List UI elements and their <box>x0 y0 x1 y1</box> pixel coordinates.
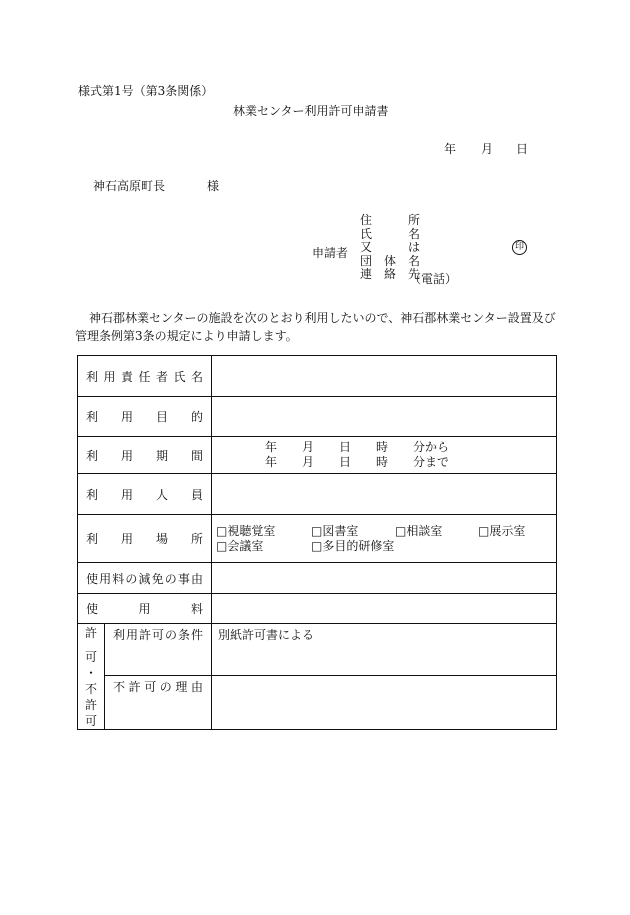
form-number: 様式第1号（第3条関係） <box>78 84 214 98</box>
organization-label: 団体名 <box>360 253 420 268</box>
or-label: 又 は <box>360 240 420 255</box>
place-label: 利用場所 <box>78 515 212 563</box>
document-title: 林業センター利用許可申請書 <box>233 104 389 118</box>
intro-paragraph <box>75 309 565 345</box>
table-row <box>78 474 557 515</box>
room-exhibition-checkbox[interactable]: □展示室 <box>478 523 526 538</box>
application-table <box>77 355 557 730</box>
date-year-label: 年 <box>444 142 457 156</box>
period-from: 年 月 日 時 分から <box>265 440 450 454</box>
address-label: 住 所 <box>360 213 420 227</box>
phone-label: （電話） <box>409 272 458 286</box>
addressee-suffix: 様 <box>207 179 220 193</box>
date-day-label: 日 <box>516 142 529 156</box>
room-meeting-checkbox[interactable]: □会議室 <box>216 538 264 553</box>
room-av-checkbox[interactable]: □視聴覚室 <box>216 523 276 538</box>
table-row <box>78 594 557 624</box>
room-multipurpose-checkbox[interactable]: □多目的研修室 <box>311 538 395 553</box>
users-field[interactable] <box>212 474 557 515</box>
date-month-label: 月 <box>481 142 494 156</box>
name-label: 氏 名 <box>360 226 420 241</box>
table-row <box>78 563 557 594</box>
period-to: 年 月 日 時 分まで <box>265 455 450 469</box>
table-row <box>78 676 557 730</box>
fee-field[interactable] <box>212 594 557 624</box>
responsible-person-label: 利用責任者氏名 <box>78 356 212 397</box>
seal-icon: 印 <box>512 240 527 255</box>
period-field[interactable] <box>212 437 557 474</box>
table-row <box>78 356 557 397</box>
permission-conditions-field: 別紙許可書による <box>212 624 557 676</box>
applicant-label: 申請者 <box>312 246 349 260</box>
intro-line-2: 管理条例第3条の規定により申請します。 <box>75 329 298 343</box>
non-permission-reason-label: 不許可の理由 <box>105 676 212 730</box>
addressee-name: 神石高原町長 <box>93 179 166 193</box>
table-row <box>78 624 557 676</box>
purpose-label: 利用目的 <box>78 397 212 437</box>
responsible-person-field[interactable] <box>212 356 557 397</box>
room-library-checkbox[interactable]: □図書室 <box>311 523 359 538</box>
intro-line-1: 神石郡林業センターの施設を次のとおり利用したいので、神石郡林業センター設置及び <box>89 311 556 325</box>
permission-conditions-label: 利用許可の条件 <box>105 624 212 676</box>
users-label: 利用人員 <box>78 474 212 515</box>
fee-exemption-label: 使用料の減免の事由 <box>78 563 212 594</box>
room-consultation-checkbox[interactable]: □相談室 <box>395 523 443 538</box>
table-row <box>78 397 557 437</box>
permission-group-label: 許 可 ・ 不 許 可 <box>78 624 105 730</box>
fee-exemption-field[interactable] <box>212 563 557 594</box>
purpose-field[interactable] <box>212 397 557 437</box>
contact-label: 連絡先 <box>360 267 420 282</box>
period-label: 利用期間 <box>78 437 212 474</box>
table-row <box>78 515 557 563</box>
fee-label: 使用料 <box>78 594 212 624</box>
place-options <box>212 515 557 563</box>
non-permission-reason-field[interactable] <box>212 676 557 730</box>
table-row <box>78 437 557 474</box>
